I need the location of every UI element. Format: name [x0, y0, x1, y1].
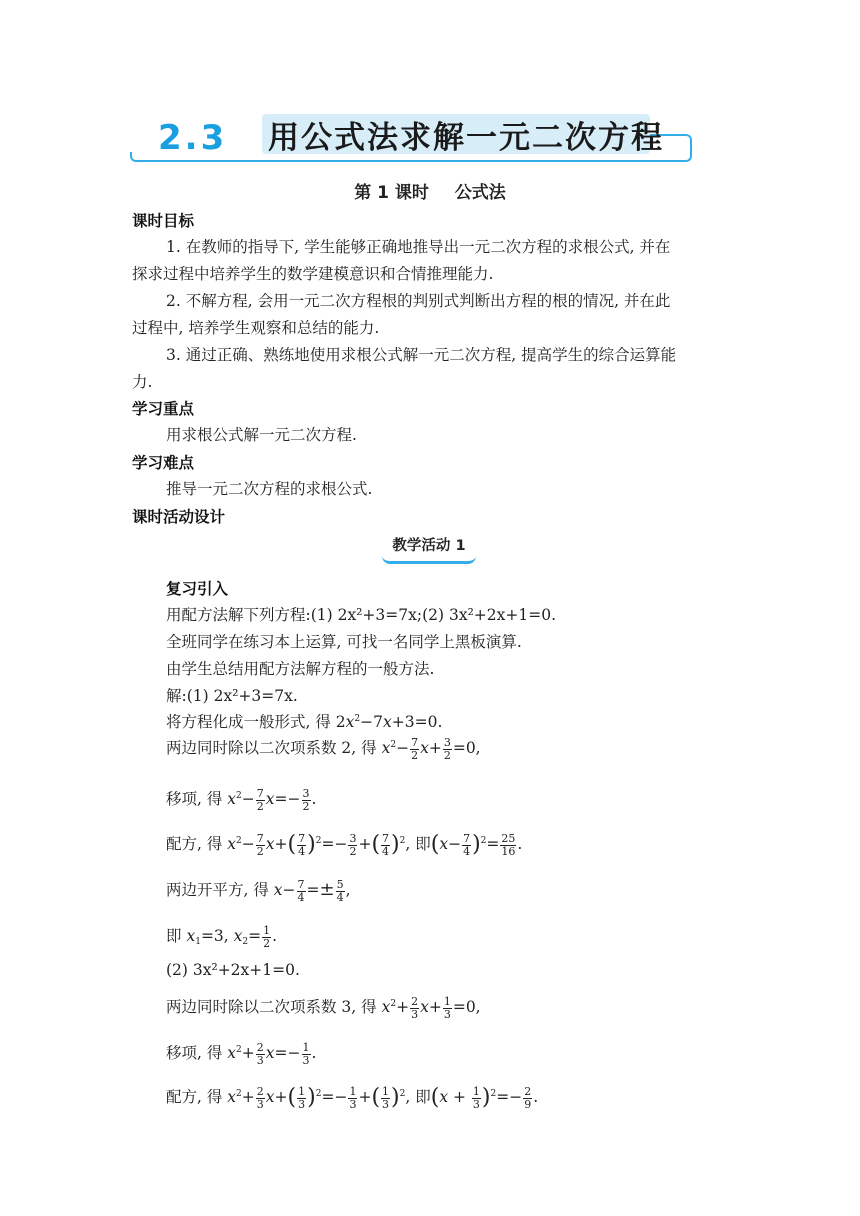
intro-line [166, 603, 556, 625]
lesson-number: 第 1 课时 [354, 183, 429, 203]
divide-2-equation: $x^2-$ $\frac{7}{2}$ x+ $\frac{3}{2}$ =0, [381, 735, 481, 762]
lesson-subtitle: 公式法 [454, 183, 506, 203]
complete-1-line [166, 832, 522, 858]
goal-3-line-2: 力. [132, 373, 153, 391]
step-complete-text: 配方, 得 [166, 835, 223, 853]
goal-1-line-2: 探求过程中培养学生的数学建模意识和合情推理能力. [132, 265, 494, 283]
result-1-line [166, 924, 277, 950]
move-2-equation: $x^2+$ $\frac{2}{3}$ x=− $\frac{1}{3}$ . [227, 1040, 317, 1067]
goals-heading: 课时目标 [132, 212, 195, 230]
result-1-equation: $x_1=3$, $x_2=$ $\frac{1}{2}$ . [186, 923, 278, 950]
complete-2-line [166, 1085, 538, 1111]
chapter-title: 用公式法求解一元二次方程 [268, 120, 664, 156]
activity-label: 教学活动 1 [392, 538, 466, 554]
design-heading: 课时活动设计 [132, 508, 226, 526]
intro-eq-1: (1) 2x²+3=7x; [310, 606, 423, 624]
goal-2-line-2: 过程中, 培养学生观察和总结的能力. [132, 319, 380, 337]
chapter-number: 2.3 [158, 118, 228, 158]
intro-text: 用配方法解下列方程: [166, 606, 311, 624]
step-general-text: 将方程化成一般形式, 得 [166, 713, 331, 731]
step-divide-3-text: 两边同时除以二次项系数 3, 得 [166, 998, 377, 1016]
sqrt-equation: x− $\frac{7}{4}$ =± $\frac{5}{4}$ , [273, 877, 351, 904]
difficulty-heading: 学习难点 [132, 454, 195, 472]
intro-eq-2: (2) 3x²+2x+1=0. [422, 606, 557, 624]
key-point-text: 用求根公式解一元二次方程. [166, 426, 357, 444]
general-form-equation: $2x^2-7x+3=0$. [335, 713, 443, 731]
goal-3-line-1: 3. 通过正确、熟练地使用求根公式解一元二次方程, 提高学生的综合运算能 [166, 346, 677, 364]
divide-2-line [166, 736, 481, 762]
board-text: 全班同学在练习本上运算, 可找一名同学上黑板演算. [166, 633, 522, 651]
divide-3-line [166, 995, 481, 1021]
solution-1-equation: (1) 2x²+3=7x. [186, 687, 298, 705]
solution-2-equation: (2) 3x²+2x+1=0. [166, 961, 300, 979]
step-move-2-text: 移项, 得 [166, 1044, 223, 1062]
activity-label-box [382, 535, 476, 564]
review-heading: 复习引入 [166, 580, 229, 598]
complete-1-equation: $x^2-$ $\frac{7}{2}$ x+( $\frac{7}{4}$ )$^2$=− $\frac{3}{2}$ +( $\frac{7}{4}$ )$^2$ [227, 831, 406, 858]
complete-1-result: (x− $\frac{7}{4}$ )$^2$= $\frac{25}{16}$ . [430, 831, 523, 858]
step-ie-2-text: , 即 [405, 1088, 431, 1106]
complete-2-equation: $x^2+$ $\frac{2}{3}$ x+( $\frac{1}{3}$ )$^2$=− $\frac{1}{3}$ +( $\frac{1}{3}$ )$^2$ [227, 1084, 406, 1111]
general-form-line [166, 710, 442, 732]
move-1-equation: $x^2-$ $\frac{7}{2}$ x=− $\frac{3}{2}$ . [227, 786, 317, 813]
step-divide-2-text: 两边同时除以二次项系数 2, 得 [166, 739, 377, 757]
difficulty-text: 推导一元二次方程的求根公式. [166, 480, 373, 498]
move-1-line [166, 787, 316, 813]
solution-label: 解: [166, 687, 187, 705]
divide-3-equation: $x^2+$ $\frac{2}{3}$ x+ $\frac{1}{3}$ =0, [381, 994, 481, 1021]
solution-1-line [166, 684, 298, 706]
key-point-heading: 学习重点 [132, 400, 195, 418]
step-sqrt-text: 两边开平方, 得 [166, 881, 269, 899]
goal-2-line-1: 2. 不解方程, 会用一元二次方程根的判别式判断出方程的根的情况, 并在此 [166, 292, 671, 310]
summary-text: 由学生总结用配方法解方程的一般方法. [166, 660, 435, 678]
goal-1-line-1: 1. 在教师的指导下, 学生能够正确地推导出一元二次方程的求根公式, 并在 [166, 238, 671, 256]
step-result-text: 即 [166, 927, 182, 945]
sqrt-line [166, 878, 351, 904]
lesson-title [0, 178, 860, 203]
move-2-line [166, 1041, 316, 1067]
step-complete-2-text: 配方, 得 [166, 1088, 223, 1106]
step-move-text: 移项, 得 [166, 790, 223, 808]
complete-2-result: (x + $\frac{1}{3}$ )$^2$=− $\frac{2}{9}$ . [430, 1084, 539, 1111]
step-ie-text: , 即 [405, 835, 431, 853]
